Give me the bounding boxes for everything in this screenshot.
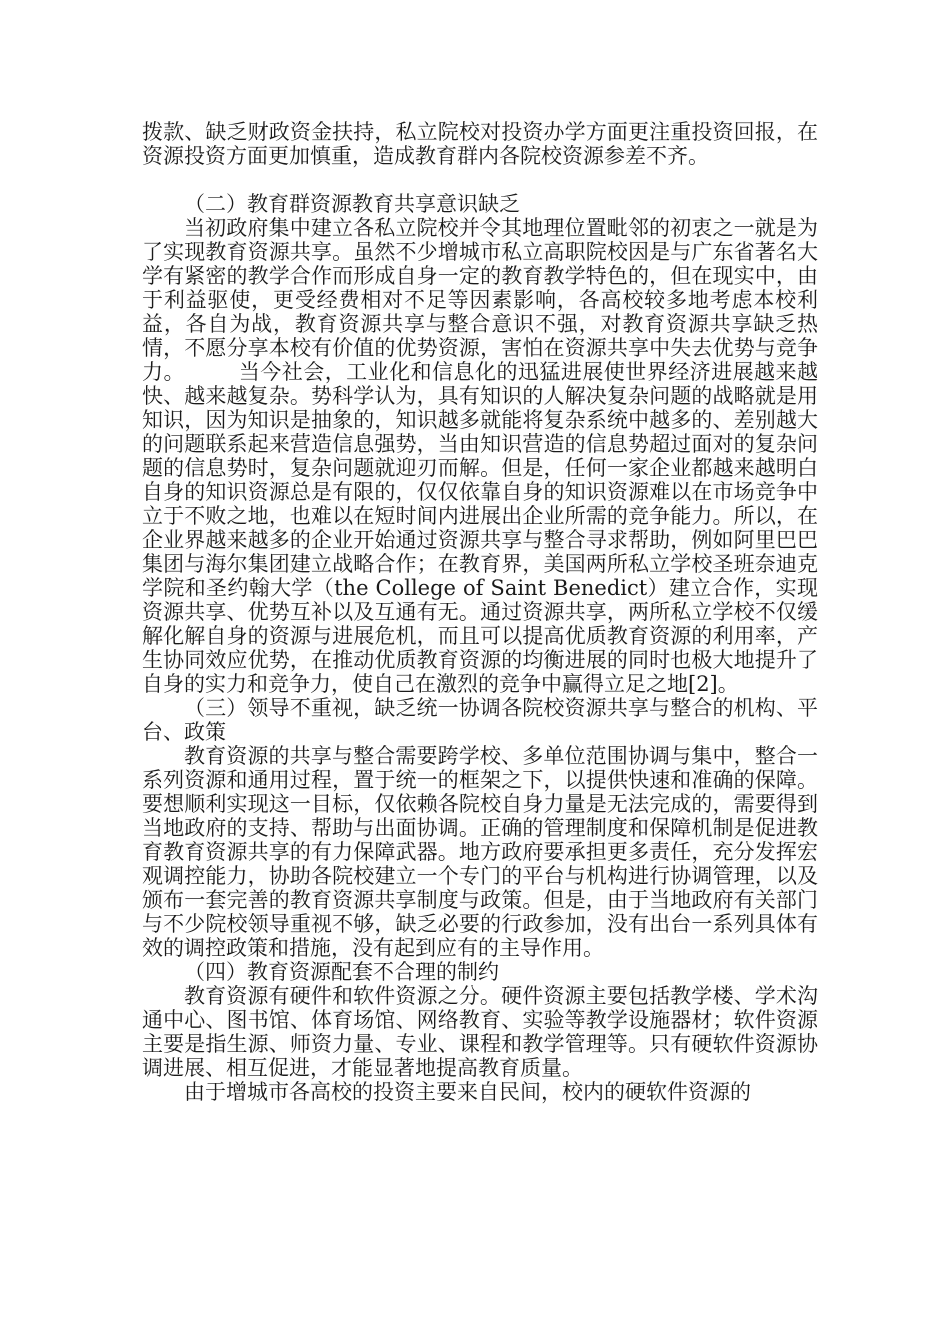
section-heading-four: （四）教育资源配套不合理的制约 (184, 960, 499, 984)
section-heading-three: （三）领导不重视，缺乏统一协调各院校资源共享与整合的机构、平台、政策 (142, 696, 818, 744)
body-paragraph: 当初政府集中建立各私立院校并令其地理位置毗邻的初衷之一就是为了实现教育资源共享。虽然不少增城市私立高职院校因是与广东省著名大学有紧密的教学合作而形成自身一定的教育教学特色的，但在现实中，由于利益驱使，更受经费相对不足等因素影响，各高校较多地考虑本校利益，各自为战，教育资源共享与整合意识不强，对教育资源共享缺乏热情，不愿分享本校有价值的优势资源，害怕在资源共享中失去优势与竞争力。 当今社会，工业化和信息化的迅猛进展使世界经济进展越来越快、越来越复杂。势科学认为，具有知识的人解决复杂问题的战略就是用知识，因为知识是抽象的，知识越多就能将复杂系统中越多的、差别越大的问题联系起来营造信息强势，当由知识营造的信息势超过面对的复杂问题的信息势时，复杂问题就迎刃而解。但是，任何一家企业都越来越明白自身的知识资源总是有限的，仅仅依靠自身的知识资源难以在市场竞争中立于不败之地，也难以在短时间内进展出企业所需的竞争能力。所以，在企业界越来越多的企业开始通过资源共享与整合寻求帮助，例如阿里巴巴集团与海尔集团建立战略合作；在教育界，美国两所私立学校圣班奈迪克学院和圣约翰大学（the College of Saint Benedict）建立合作，实现资源共享、优势互补以及互通有无。通过资源共享，两所私立学校不仅缓解化解自身的资源与进展危机，而且可以提高优质教育资源的利用率，产生协同效应优势，在推动优质教育资源的均衡进展的同时也极大地提升了自身的实力和竞争力，使自己在激烈的竞争中赢得立足之地[2]。 (142, 216, 818, 696)
body-paragraph-truncated: 由于增城市各高校的投资主要来自民间，校内的硬软件资源的 (184, 1080, 751, 1104)
body-paragraph: 教育资源有硬件和软件资源之分。硬件资源主要包括教学楼、学术沟通中心、图书馆、体育场馆、网络教育、实验等教学设施器材；软件资源主要是指生源、师资力量、专业、课程和教学管理等。只有硬软件资源协调进展、相互促进，才能显著地提高教育质量。 (142, 984, 818, 1080)
body-paragraph: 教育资源的共享与整合需要跨学校、多单位范围协调与集中，整合一系列资源和通用过程，置于统一的框架之下，以提供快速和准确的保障。要想顺利实现这一目标，仅依赖各院校自身力量是无法完成的，需要得到当地政府的支持、帮助与出面协调。正确的管理制度和保障机制是促进教育教育资源共享的有力保障武器。地方政府要承担更多责任，充分发挥宏观调控能力，协助各院校建立一个专门的平台与机构进行协调管理，以及颁布一套完善的教育资源共享制度与政策。但是，由于当地政府有关部门与不少院校领导重视不够，缺乏必要的行政参加，没有出台一系列具体有效的调控政策和措施，没有起到应有的主导作用。 (142, 744, 818, 960)
document-page (142, 120, 818, 1104)
body-paragraph-continued: 拨款、缺乏财政资金扶持，私立院校对投资办学方面更注重投资回报，在资源投资方面更加慎重，造成教育群内各院校资源参差不齐。 (142, 120, 818, 168)
section-heading-two: （二）教育群资源教育共享意识缺乏 (184, 192, 520, 216)
